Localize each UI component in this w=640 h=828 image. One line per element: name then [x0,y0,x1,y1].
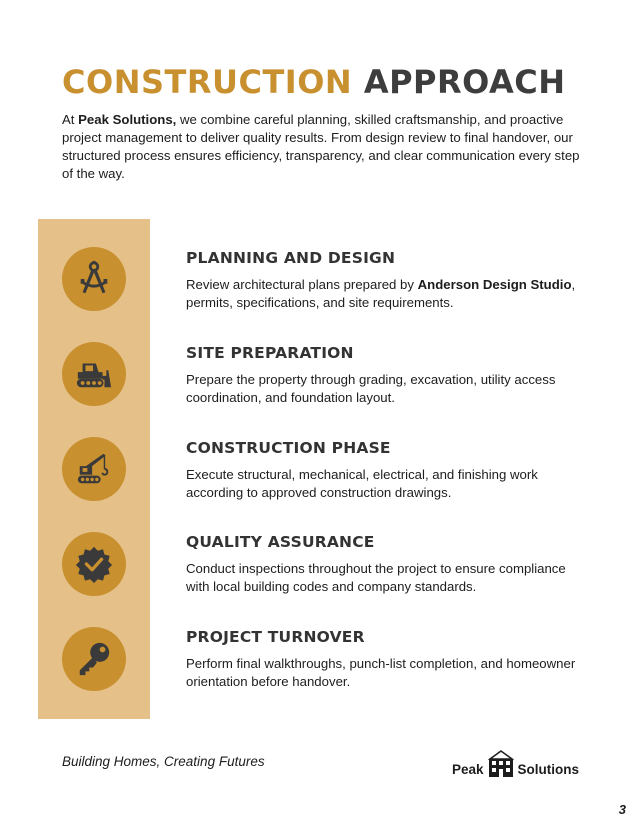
intro-company: Peak Solutions, [78,112,177,127]
badge-check-icon [62,532,126,596]
intro-paragraph [62,111,582,183]
step-description-prefix: Review architectural plans prepared by [186,277,418,292]
step-description [186,276,586,312]
title-dark: APPROACH [363,63,566,101]
step-description: Perform final walkthroughs, punch-list completion, and homeowner orientation before handover. [186,656,576,689]
step-description: Conduct inspections throughout the project to ensure compliance with local building codes and company standards. [186,561,566,594]
step-construction-phase [186,438,586,502]
key-icon [62,627,126,691]
step-title: PROJECT TURNOVER [186,628,365,646]
step-title: PLANNING AND DESIGN [186,249,396,267]
step-title: CONSTRUCTION PHASE [186,439,391,457]
step-title: SITE PREPARATION [186,344,354,362]
step-title: QUALITY ASSURANCE [186,533,375,551]
intro-body: we combine careful planning, skilled craftsmanship, and proactive project management to deliver quality results. From design review to final handover, our structured process ensures efficiency, transparency, and clear communication every step of the way. [62,112,580,181]
step-project-turnover [186,627,586,691]
logo-word-left: Peak [452,762,484,777]
logo-word-right: Solutions [517,762,580,777]
step-planning-and-design [186,248,586,312]
title-accent: CONSTRUCTION [62,63,353,101]
page-number: 3 [618,802,626,817]
building-icon [488,750,514,778]
intro-prefix: At [62,112,79,127]
company-logo [452,748,579,778]
step-site-preparation [186,343,586,407]
step-quality-assurance [186,532,586,596]
drafting-compass-icon [62,247,126,311]
crane-icon [62,437,126,501]
footer-tagline: Building Homes, Creating Futures [62,754,265,769]
step-description-suffix: , permits, specifications, and site requirements. [186,277,576,310]
page-title [62,60,566,104]
bulldozer-icon [62,342,126,406]
step-description: Execute structural, mechanical, electrical, and finishing work according to approved construction drawings. [186,467,538,500]
step-description: Prepare the property through grading, excavation, utility access coordination, and foundation layout. [186,372,556,405]
step-description-bold: Anderson Design Studio [417,277,572,292]
